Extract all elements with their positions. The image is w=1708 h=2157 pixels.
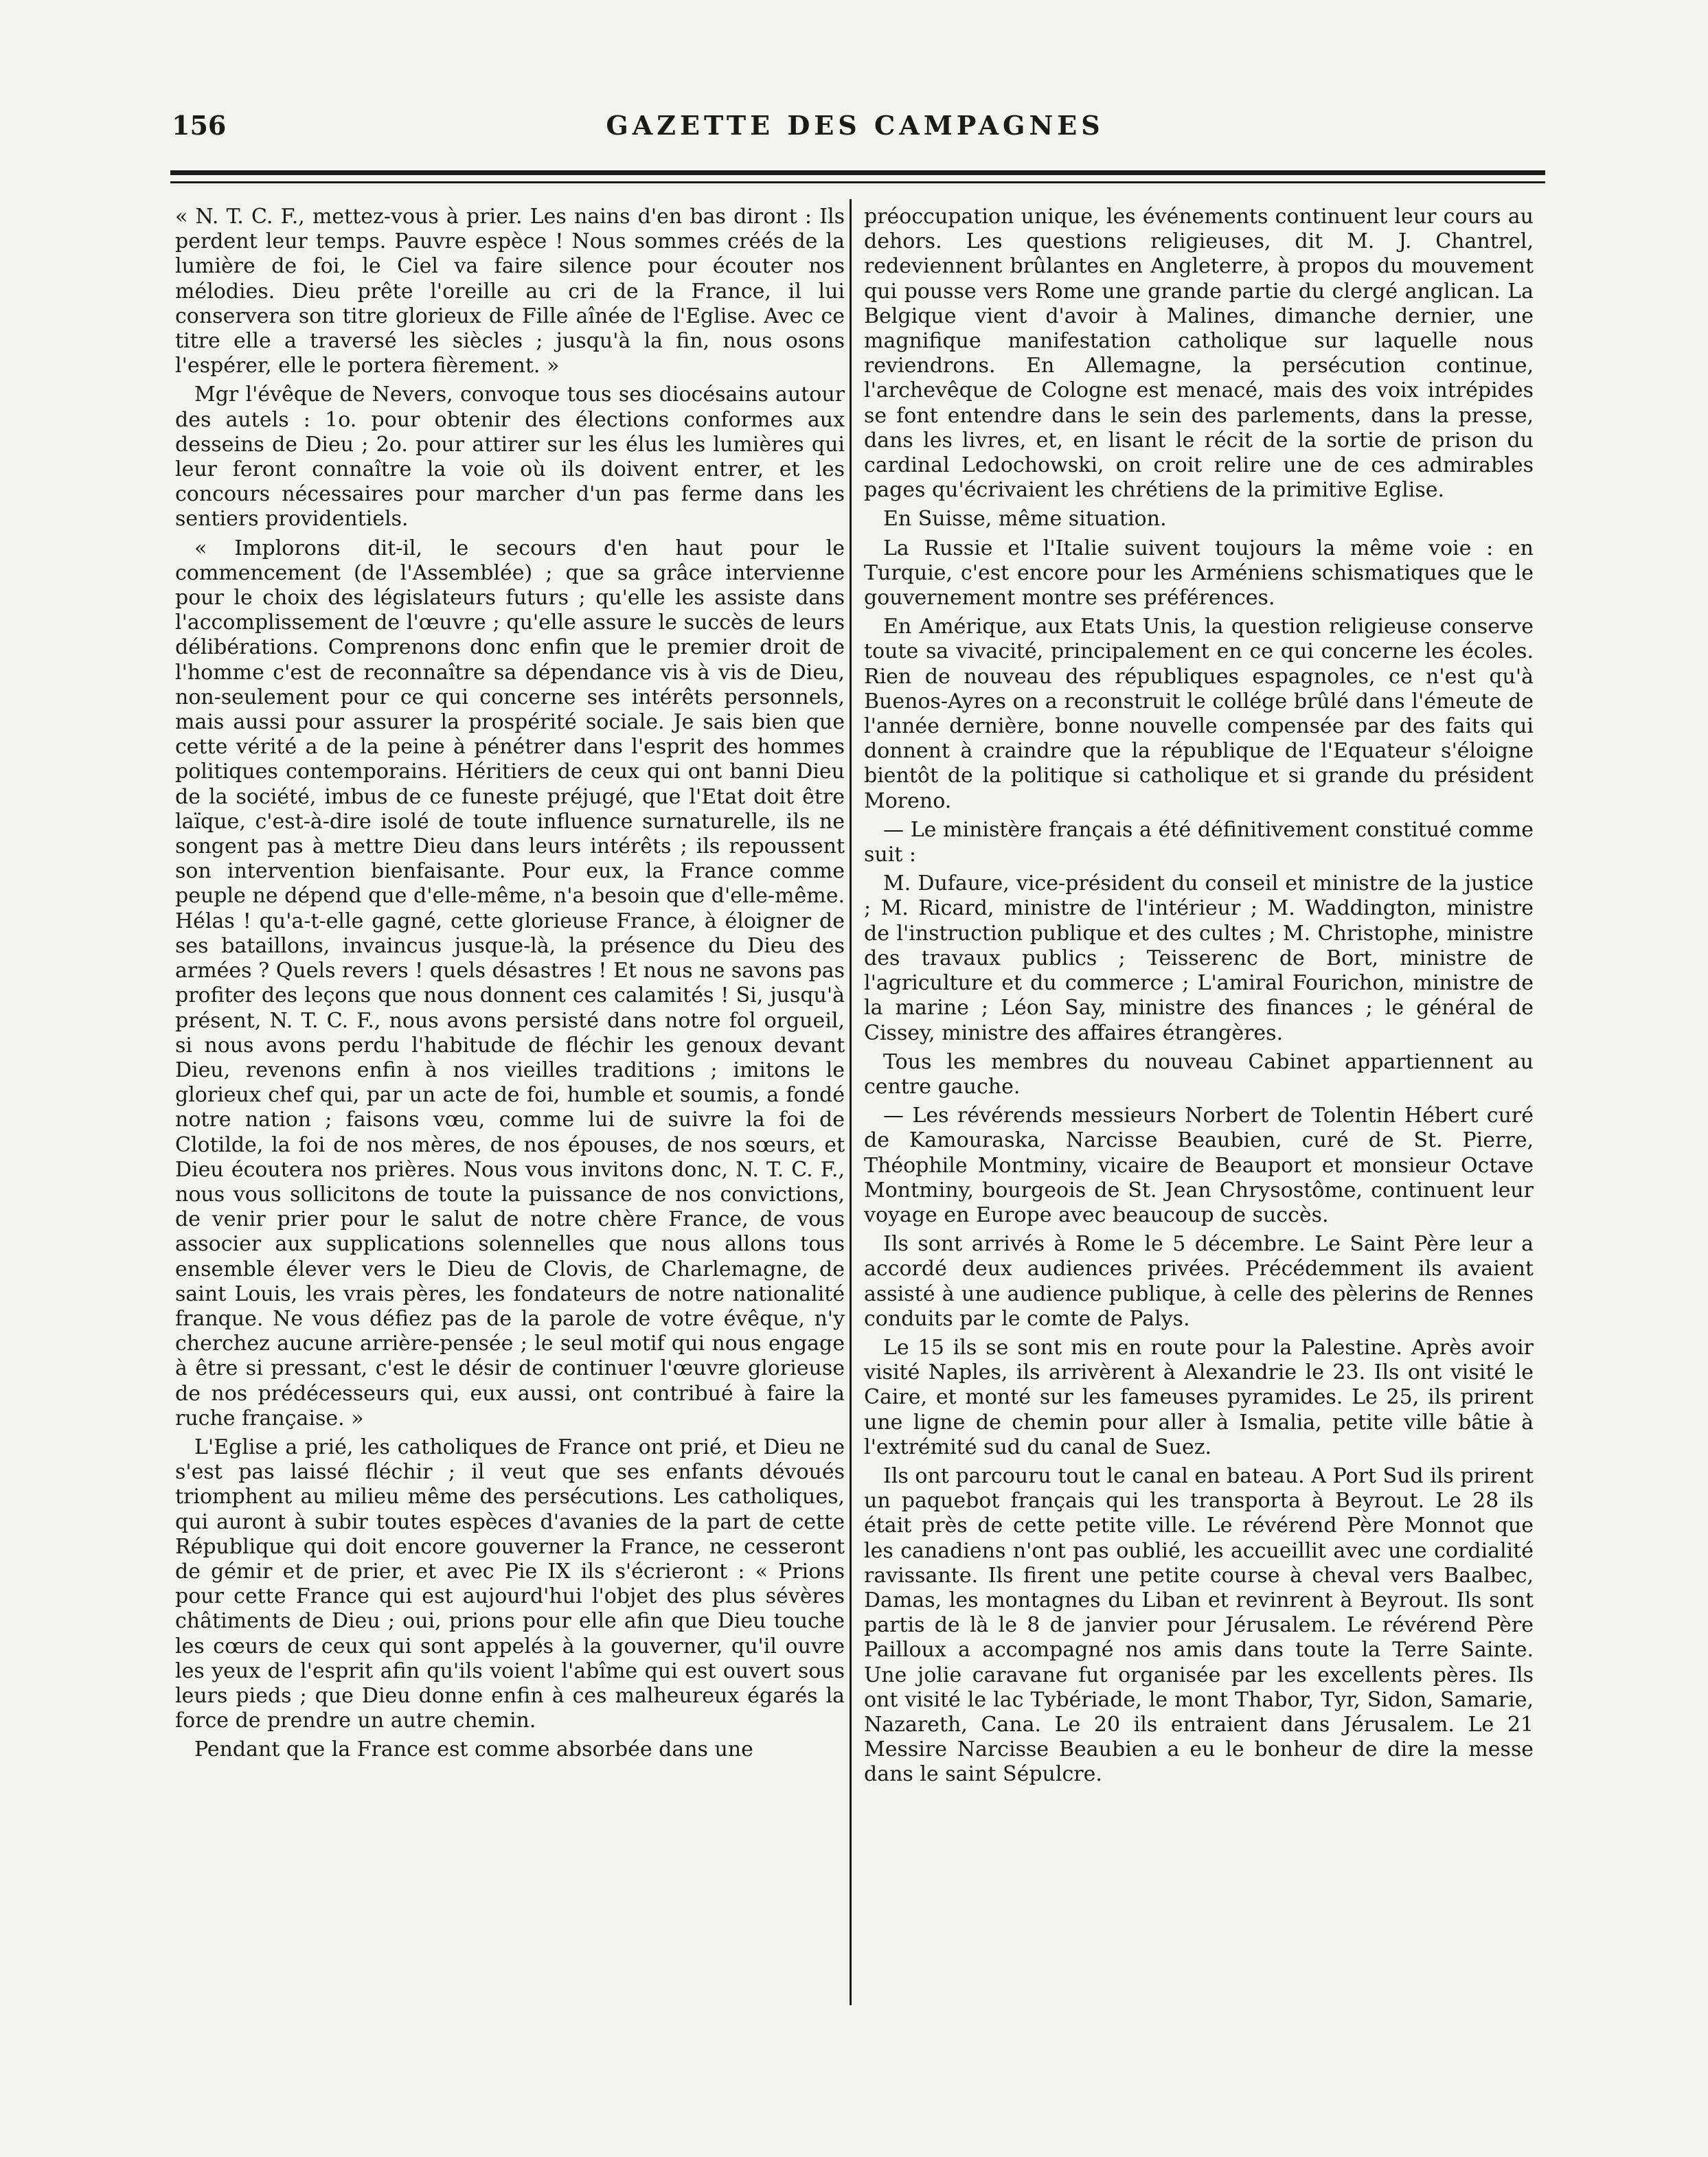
newspaper-title: GAZETTE DES CAMPAGNES [606,110,1104,141]
page-number: 156 [172,110,227,141]
header-rule-thick [170,170,1545,175]
paragraph: Ils ont parcouru tout le canal en bateau. A Port Sud ils prirent un paquebot français qui les transporta à Beyrout. Le 28 ils était près de cette petite ville. Le révérend Père Monnot que les canadiens n'ont pas oublié, les accueillit avec une cordialité ravissante. Ils firent une petite course à cheval vers Baalbec, Damas, les montagnes du Liban et revinrent à Beyrout. Ils sont partis de là le 8 de janvier pour Jérusalem. Le révérend Père Pailloux a accompagné nos amis dans toute la Terre Sainte. Une jolie caravane fut organisée par les excellents pères. Ils ont visité le lac Tybériade, le mont Thabor, Tyr, Sidon, Samarie, Nazareth, Cana. Le 20 ils entraient dans Jérusalem. Le 21 Messire Narcisse Beaubien a eu le bonheur de dire la messe dans le saint Sépulcre. [864,1463,1534,1787]
paragraph: — Le ministère français a été définitivement constitué comme suit : [864,817,1534,867]
paragraph: En Amérique, aux Etats Unis, la question religieuse conserve toute sa vivacité, principalement en ce qui concerne les écoles. Rien de nouveau des républiques espagnoles, ce n'est qu'à Buenos-Ayres on a reconstruit le collége brûlé dans l'émeute de l'année dernière, bonne nouvelle compensée par des faits qui donnent à craindre que la république de l'Equateur s'éloigne bientôt de la politique si catholique et si grande du président Moreno. [864,615,1534,813]
paragraph: « Implorons dit-il, le secours d'en haut pour le commencement (de l'Assemblée) ; que sa grâce intervienne pour le choix des législateurs futurs ; qu'elle les assiste dans l'accomplissement de l'œuvre ; qu'elle assure le succès de leurs délibérations. Comprenons donc enfin que le premier droit de l'homme c'est de reconnaître sa dépendance vis à vis de Dieu, non-seulement pour ce qui concerne ses intérêts personnels, mais aussi pour assurer la prospérité sociale. Je sais bien que cette vérité a de la peine à pénétrer dans l'esprit des hommes politiques contemporains. Héritiers de ceux qui ont banni Dieu de la société, imbus de ce funeste préjugé, que l'Etat doit être laïque, c'est-à-dire isolé de toute influence surnaturelle, ils ne songent pas à mettre Dieu dans leurs intérêts ; ils repoussent son intervention bienfaisante. Pour eux, la France comme peuple ne dépend que d'elle-même, n'a besoin que d'elle-même. Hélas ! qu'a-t-elle gagné, cette glorieuse France, à éloigner de ses bataillons, invaincus jusque-là, la présence du Dieu des armées ? Quels revers ! quels désastres ! Et nous ne savons pas profiter des leçons que nous donnent ces calamités ! Si, jusqu'à présent, N. T. C. F., nous avons persisté dans notre fol orgueil, si nous avons perdu l'habitude de fléchir les genoux devant Dieu, revenons enfin à nos vieilles traditions ; imitons le glorieux chef qui, par un acte de foi, humble et soumis, a fondé notre nation ; faisons vœu, comme lui de suivre la foi de Clotilde, la foi de nos mères, de nos épouses, de nos sœurs, et Dieu écoutera nos prières. Nous vous invitons donc, N. T. C. F., nous vous sollicitons de toute la puissance de nos convictions, de venir prier pour le salut de notre chère France, de vous associer aux supplications solennelles que nous allons tous ensemble élever vers le Dieu de Clovis, de Charlemagne, de saint Louis, les vrais pères, les fondateurs de notre nationalité franque. Ne vous défiez pas de la parole de votre évêque, n'y cherchez aucune arrière-pensée ; le seul motif qui nous engage à être si pressant, c'est le désir de continuer l'œuvre glorieuse de nos prédécesseurs qui, eux aussi, ont contribué à faire la ruche française. » [175,536,845,1430]
paragraph: Ils sont arrivés à Rome le 5 décembre. Le Saint Père leur a accordé deux audiences privées. Précédemment ils avaient assisté à une audience publique, à celle des pèlerins de Rennes conduits par le comte de Palys. [864,1232,1534,1331]
paragraph: Tous les membres du nouveau Cabinet appartiennent au centre gauche. [864,1049,1534,1099]
paragraph: L'Eglise a prié, les catholiques de France ont prié, et Dieu ne s'est pas laissé fléchir ; il veut que ses enfants dévoués triomphent au milieu même des persécutions. Les catholiques, qui auront à subir toutes espèces d'avanies de la part de cette République qui doit encore gouverner la France, ne cesseront de gémir et de prier, et avec Pie IX ils s'écrieront : « Prions pour cette France qui est aujourd'hui l'objet des plus sévères châtiments de Dieu ; oui, prions pour elle afin que Dieu touche les cœurs de ceux qui sont appelés à la gouverner, qu'il ouvre les yeux de l'esprit afin qu'ils voient l'abîme qui est ouvert sous leurs pieds ; que Dieu donne enfin à ces malheureux égarés la force de prendre un autre chemin. [175,1435,845,1733]
paragraph: — Les révérends messieurs Norbert de Tolentin Hébert curé de Kamouraska, Narcisse Beaubien, curé de St. Pierre, Théophile Montminy, vicaire de Beauport et monsieur Octave Montminy, bourgeois de St. Jean Chrysostôme, continuent leur voyage en Europe avec beaucoup de succès. [864,1104,1534,1227]
left-column [175,205,845,2004]
right-column [864,205,1534,2004]
paragraph: préoccupation unique, les événements continuent leur cours au dehors. Les questions religieuses, dit M. J. Chantrel, redeviennent brûlantes en Angleterre, à propos du mouvement qui pousse vers Rome une grande partie du clergé anglican. La Belgique vient d'avoir à Malines, dimanche dernier, une magnifique manifestation catholique sur laquelle nous reviendrons. En Allemagne, la persécution continue, l'archevêque de Cologne est menacé, mais des voix intrépides se font entendre dans le sein des parlements, dans la presse, dans les livres, et, en lisant le récit de la sortie de prison du cardinal Ledochowski, on croit relire une de ces admirables pages qu'écrivaient les chrétiens de la primitive Eglise. [864,205,1534,503]
paragraph: « N. T. C. F., mettez-vous à prier. Les nains d'en bas diront : Ils perdent leur temps. Pauvre espèce ! Nous sommes créés de la lumière de foi, le Ciel va faire silence pour écouter nos mélodies. Dieu prête l'oreille au cri de la France, il lui conservera son titre glorieux de Fille aînée de l'Eglise. Avec ce titre elle a traversé les siècles ; jusqu'à la fin, nous osons l'espérer, elle le portera fièrement. » [175,205,845,378]
paragraph: Mgr l'évêque de Nevers, convoque tous ses diocésains autour des autels : 1o. pour obtenir des élections conformes aux desseins de Dieu ; 2o. pour attirer sur les élus les lumières qui leur feront connaître la voie où ils doivent entrer, et les concours nécessaires pour marcher d'un pas ferme dans les sentiers providentiels. [175,383,845,532]
paragraph: Pendant que la France est comme absorbée dans une [194,1737,753,1762]
paragraph: En Suisse, même situation. [883,507,1167,532]
paragraph: La Russie et l'Italie suivent toujours la même voie : en Turquie, c'est encore pour les Arméniens schismatiques que le gouvernement montre ses préférences. [864,536,1534,610]
header-rule-thin [170,181,1545,183]
paragraph: M. Dufaure, vice-président du conseil et ministre de la justice ; M. Ricard, ministre de l'intérieur ; M. Waddington, ministre de l'instruction publique et des cultes ; M. Christophe, ministre des travaux publics ; Teisserenc de Bort, ministre de l'agriculture et du commerce ; L'amiral Fourichon, ministre de la marine ; Léon Say, ministre des finances ; le général de Cissey, ministre des affaires étrangères. [864,871,1534,1045]
column-divider [850,199,852,2005]
paragraph: Le 15 ils se sont mis en route pour la Palestine. Après avoir visité Naples, ils arrivèrent à Alexandrie le 23. Ils ont visité le Caire, et monté sur les fameuses pyramides. Le 25, ils prirent une ligne de chemin pour aller à Ismalia, petite ville bâtie à l'extrémité sud du canal de Suez. [864,1335,1534,1459]
